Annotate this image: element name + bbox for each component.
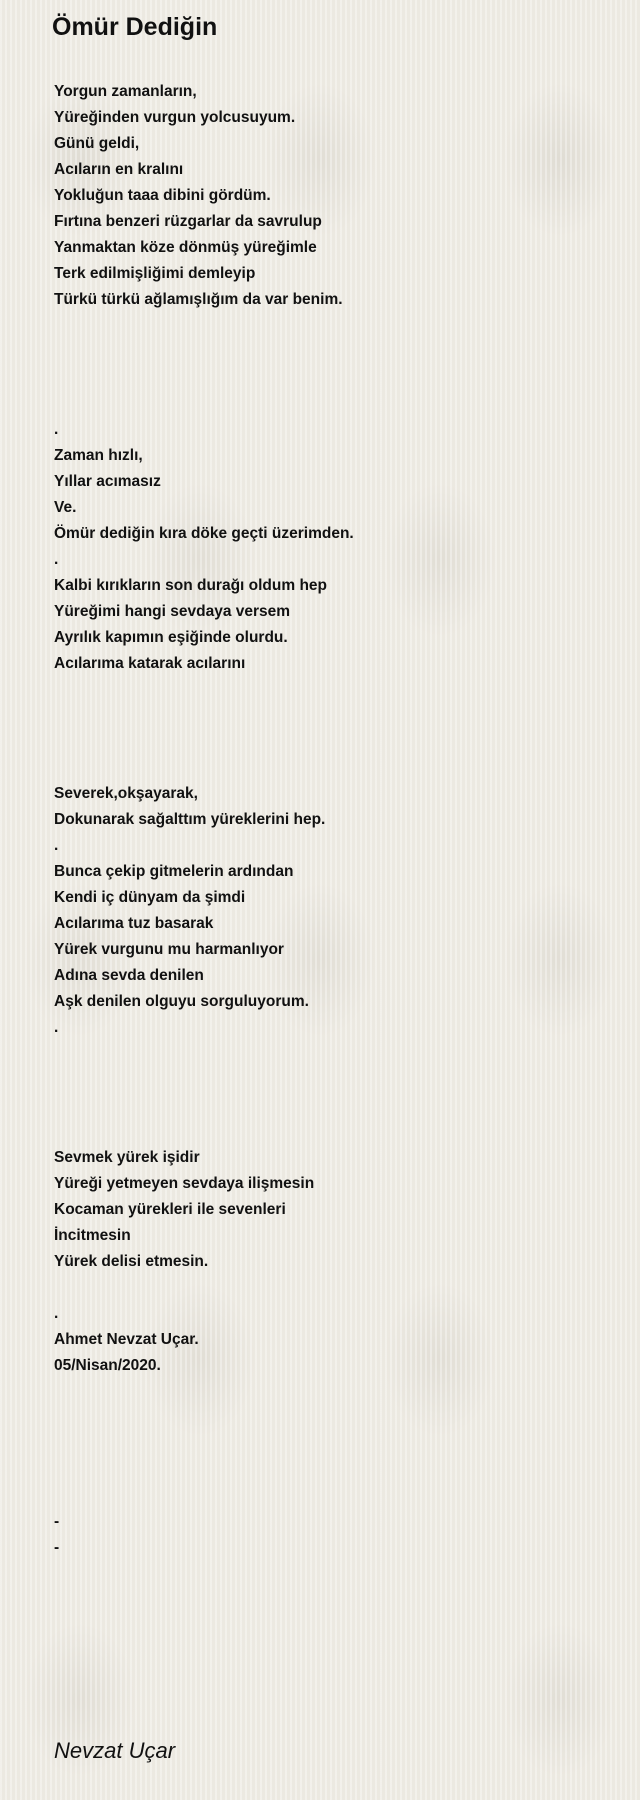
poem-line: Bunca çekip gitmelerin ardından [54,863,294,880]
poem-line: Severek,okşayarak, [54,785,198,802]
poem-line: . [54,421,59,438]
poem-body [54,79,614,1561]
poem-line: Yüreği yetmeyen sevdaya ilişmesin [54,1175,315,1192]
poem-blank-line [54,1379,614,1405]
poem-line: 05/Nisan/2020. [54,1357,161,1374]
poem-line: Yıllar acımasız [54,473,161,490]
poem-line: Kendi iç dünyam da şimdi [54,889,246,906]
poem-blank-line [54,1093,614,1119]
poem-line: Terk edilmişliğimi demleyip [54,265,256,282]
poem-line: . [54,837,59,854]
poem-blank-line [54,729,614,755]
poem-line: Acıların en kralını [54,161,184,178]
poem-blank-line [54,1431,614,1457]
poem-title: Ömür Dediğin [52,13,218,41]
poem-line: - [54,1513,60,1530]
author-name: Nevzat Uçar [54,1738,176,1763]
poem-line: Kalbi kırıkların son durağı oldum hep [54,577,328,594]
poem-line: Aşk denilen olguyu sorguluyorum. [54,993,309,1010]
poem-line: Sevmek yürek işidir [54,1149,200,1166]
poem-blank-line [54,1483,614,1509]
poem-line: Acılarıma katarak acılarını [54,655,246,672]
poem-line: Yüreğimi hangi sevdaya versem [54,603,291,620]
poem-line: Ömür dediğin kıra döke geçti üzerimden. [54,525,354,542]
poem-blank-line [54,1405,614,1431]
poem-line: Türkü türkü ağlamışlığım da var benim. [54,291,343,308]
poem-blank-line [54,1457,614,1483]
poem-line: Acılarıma tuz basarak [54,915,214,932]
poem-line: - [54,1539,60,1556]
poem-line: Adına sevda denilen [54,967,204,984]
poem-line: Ve. [54,499,77,516]
poem-line: . [54,551,59,568]
poem-blank-line [54,755,614,781]
poem-blank-line [54,703,614,729]
poem-line: Yürek delisi etmesin. [54,1253,209,1270]
poem-blank-line [54,1067,614,1093]
poem-line: Yüreğinden vurgun yolcusuyum. [54,109,296,126]
poem-blank-line [54,1275,614,1301]
poem-line: Ahmet Nevzat Uçar. [54,1331,199,1348]
poem-line: . [54,1019,59,1036]
poem-line: Yorgun zamanların, [54,83,197,100]
poem-blank-line [54,313,614,339]
poem-line: Kocaman yürekleri ile sevenleri [54,1201,286,1218]
poem-line: Fırtına benzeri rüzgarlar da savrulup [54,213,322,230]
poem-line: . [54,1305,59,1322]
poem-line: Günü geldi, [54,135,140,152]
poem-line: Yokluğun taaa dibini gördüm. [54,187,271,204]
poem-line: Zaman hızlı, [54,447,143,464]
poem-blank-line [54,339,614,365]
poem-line: İncitmesin [54,1227,131,1244]
poem-line: Yanmaktan köze dönmüş yüreğimle [54,239,317,256]
poem-line: Dokunarak sağalttım yüreklerini hep. [54,811,326,828]
poem-line: Yürek vurgunu mu harmanlıyor [54,941,284,958]
poem-blank-line [54,365,614,391]
poem-blank-line [54,1041,614,1067]
poem-line: Ayrılık kapımın eşiğinde olurdu. [54,629,288,646]
poem-blank-line [54,677,614,703]
poem-blank-line [54,391,614,417]
poem-blank-line [54,1119,614,1145]
